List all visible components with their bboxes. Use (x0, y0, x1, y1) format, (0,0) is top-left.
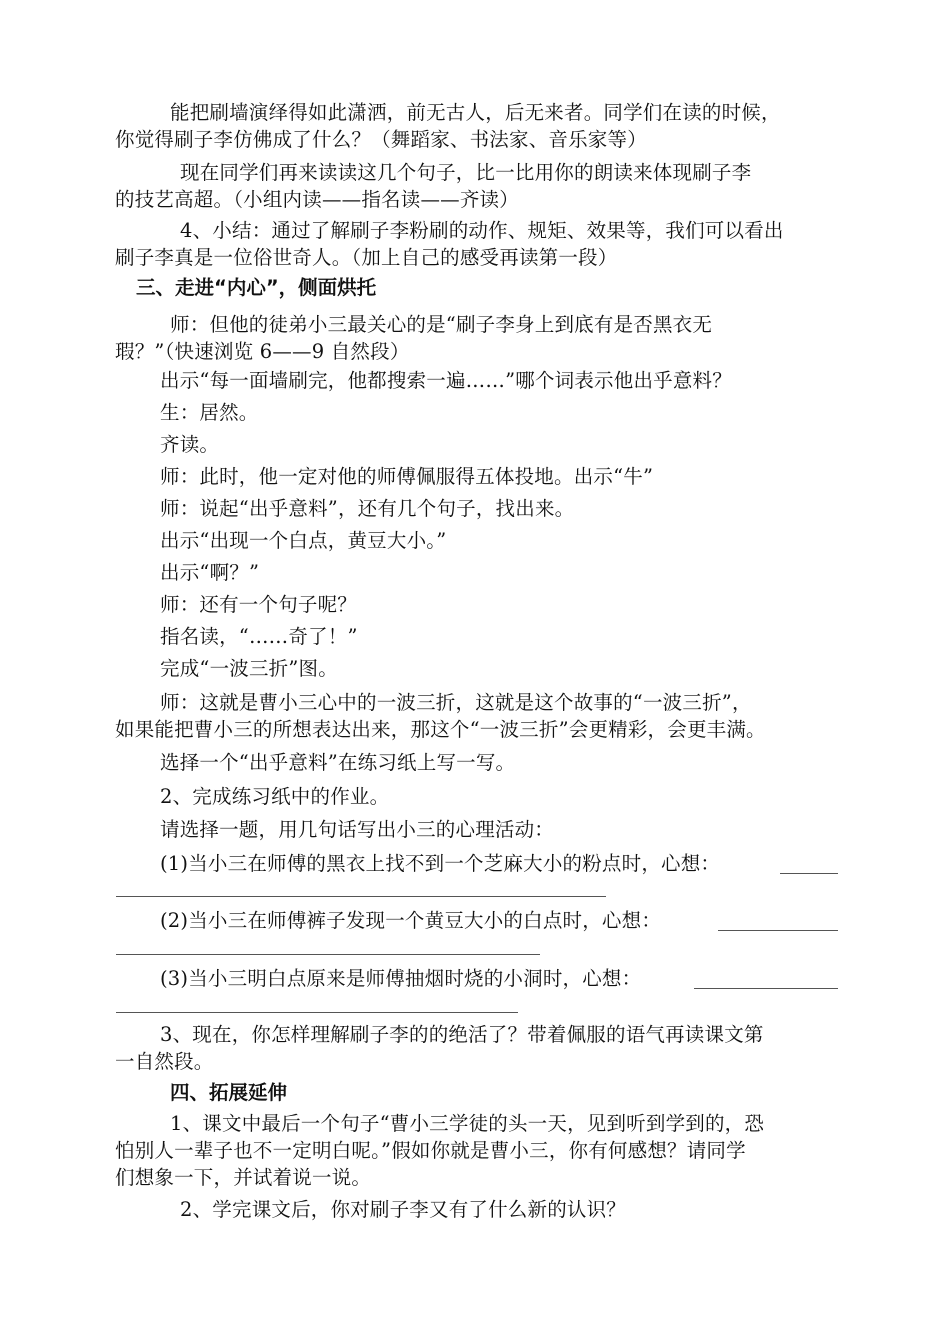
section-heading-4: 四、拓展延伸 (170, 1081, 288, 1104)
paragraph-line: 怕别人一辈子也不一定明白呢。”假如你就是曹小三，你有何感想？请同学 (115, 1139, 746, 1162)
paragraph-line: 指名读，“……奇了！” (160, 625, 358, 648)
paragraph-line: 生：居然。 (160, 401, 259, 424)
answer-blank-line (694, 988, 838, 989)
paragraph-line: 师：说起“出乎意料”，还有几个句子，找出来。 (160, 497, 575, 520)
paragraph-line: 2、学完课文后，你对刷子李又有了什么新的认识？ (180, 1198, 627, 1221)
paragraph-line: 师：但他的徒弟小三最关心的是“刷子李身上到底有是否黑衣无 (170, 313, 713, 336)
answer-blank-line (780, 873, 838, 874)
paragraph-line: 能把刷墙演绎得如此潇洒，前无古人，后无来者。同学们在读的时候， (170, 101, 781, 124)
answer-blank-line (116, 954, 540, 955)
paragraph-line: 们想象一下，并试着说一说。 (115, 1166, 372, 1189)
paragraph-line: 瑕？”（快速浏览 6——9 自然段） (115, 340, 410, 363)
answer-blank-line (116, 1012, 518, 1013)
paragraph-line: 选择一个“出乎意料”在练习纸上写一写。 (160, 751, 516, 774)
paragraph-line: 出示“出现一个白点，黄豆大小。” (160, 529, 447, 552)
paragraph-line: 完成“一波三折”图。 (160, 657, 338, 680)
paragraph-line: 4、小结：通过了解刷子李粉刷的动作、规矩、效果等，我们可以看出 (180, 219, 784, 242)
paragraph-line: 出示“啊？” (160, 561, 260, 584)
paragraph-line: 如果能把曹小三的所想表达出来，那这个“一波三折”会更精彩，会更丰满。 (115, 718, 766, 741)
section-heading-3: 三、走进“内心”，侧面烘托 (136, 276, 377, 299)
paragraph-line: 师：此时，他一定对他的师傅佩服得五体投地。出示“牛” (160, 465, 654, 488)
paragraph-line: 2、完成练习纸中的作业。 (160, 785, 390, 808)
exercise-question-1: (1)当小三在师傅的黑衣上找不到一个芝麻大小的粉点时，心想： (160, 852, 721, 875)
paragraph-line: 你觉得刷子李仿佛成了什么？（舞蹈家、书法家、音乐家等） (115, 128, 647, 151)
paragraph-line: 3、现在，你怎样理解刷子李的的绝活了？带着佩服的语气再读课文第 (160, 1023, 764, 1046)
paragraph-line: 刷子李真是一位俗世奇人。（加上自己的感受再读第一段） (115, 246, 618, 269)
paragraph-line: 出示“每一面墙刷完，他都搜索一遍……”哪个词表示他出乎意料？ (160, 369, 732, 392)
exercise-question-2: (2)当小三在师傅裤子发现一个黄豆大小的白点时，心想： (160, 909, 662, 932)
paragraph-line: 请选择一题，用几句话写出小三的心理活动： (160, 818, 555, 841)
answer-blank-line (116, 896, 606, 897)
answer-blank-line (718, 930, 838, 931)
paragraph-line: 的技艺高超。（小组内读——指名读——齐读） (115, 188, 519, 211)
paragraph-line: 齐读。 (160, 433, 220, 456)
paragraph-line: 1、课文中最后一个句子“曹小三学徒的头一天，见到听到学到的，恐 (170, 1112, 765, 1135)
paragraph-line: 师：还有一个句子呢？ (160, 593, 358, 616)
paragraph-line: 现在同学们再来读读这几个句子，比一比用你的朗读来体现刷子李 (180, 161, 752, 184)
paragraph-line: 师：这就是曹小三心中的一波三折，这就是这个故事的“一波三折”， (160, 691, 752, 714)
paragraph-line: 一自然段。 (115, 1050, 214, 1073)
exercise-question-3: (3)当小三明白点原来是师傅抽烟时烧的小洞时，心想： (160, 967, 642, 990)
